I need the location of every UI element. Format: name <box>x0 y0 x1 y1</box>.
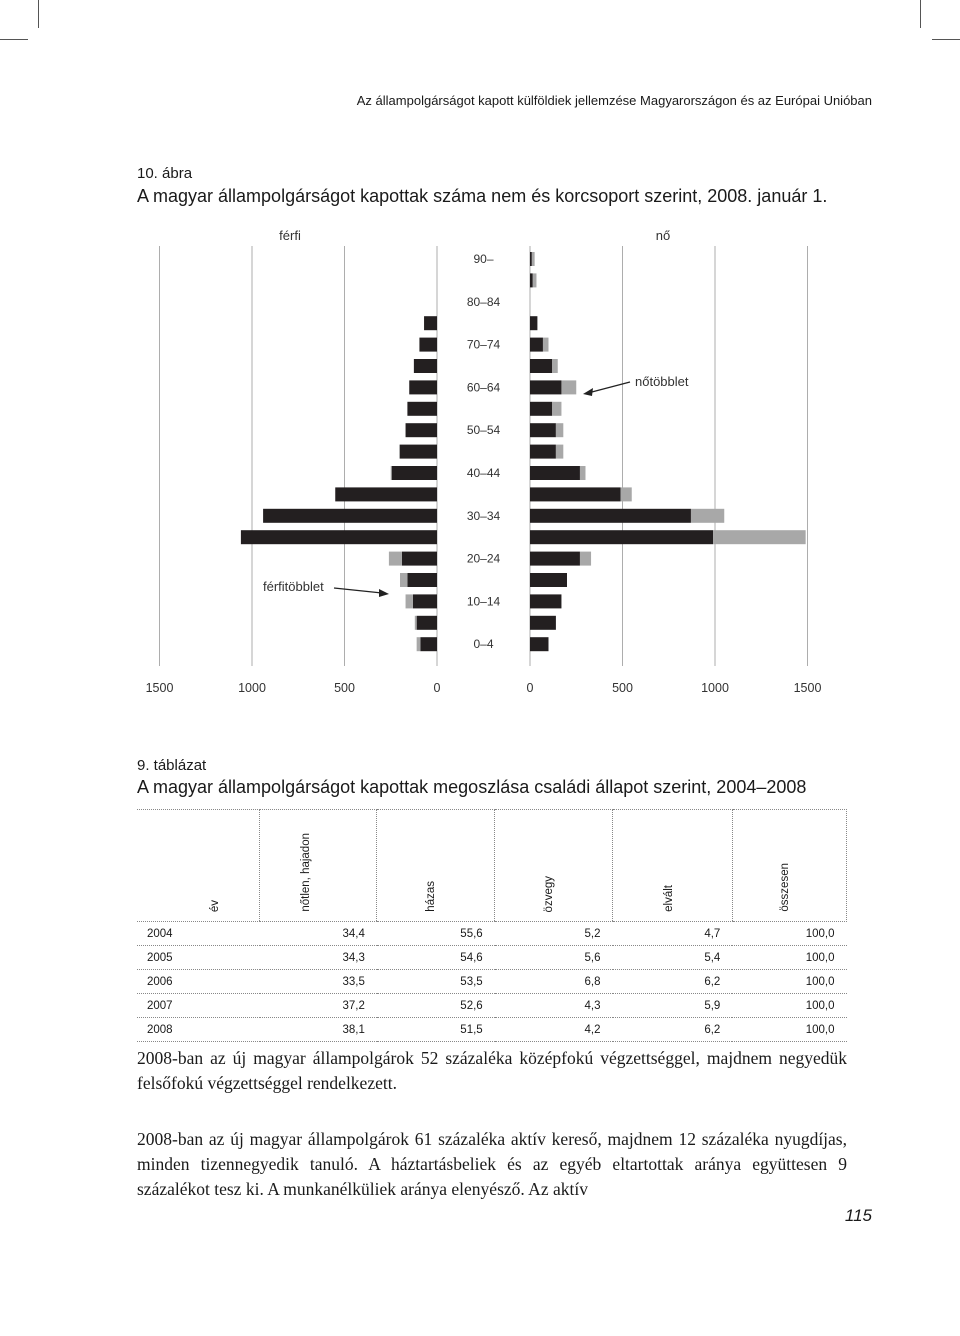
column-header-widowed: özvegy <box>495 810 613 922</box>
figure-title: A magyar állampolgárságot kapottak száma nem és korcsoport szerint, 2008. január 1. <box>137 186 828 206</box>
cell-value: 34,4 <box>260 922 377 946</box>
page-number: 115 <box>844 1206 872 1225</box>
bar-male <box>402 552 437 566</box>
age-label: 70–74 <box>466 337 501 352</box>
x-tick-label: 500 <box>612 681 633 695</box>
bar-female <box>530 552 580 566</box>
table-row <box>137 970 847 994</box>
body-paragraph: 2008-ban az új magyar állampolgárok 61 százaléka aktív kereső, majdnem 12 százaléka nyugdíjas, minden tizennegyedik tanuló. A háztartásbeliek és az egyéb eltartottak aránya együttesen 9 százalékot tesz ki. A munkanélküliek aránya elenyésző. Az aktív <box>137 1129 847 1199</box>
age-label: 20–24 <box>466 551 501 566</box>
arrowhead-icon <box>379 589 389 597</box>
column-header-single: nőtlen, hajadon <box>260 810 377 922</box>
cell-year: 2006 <box>137 970 260 994</box>
bar-female-surplus <box>556 445 563 459</box>
cell-value: 100,0 <box>732 922 846 946</box>
bar-male <box>420 637 437 651</box>
bar-male <box>409 380 437 394</box>
bar-male <box>419 338 437 352</box>
cell-value: 100,0 <box>732 970 846 994</box>
bar-male-surplus <box>417 637 421 651</box>
table-title: A magyar állampolgárságot kapottak megoszlása családi állapot szerint, 2004–2008 <box>137 777 807 797</box>
figure-number: 10. ábra <box>137 165 193 182</box>
x-tick-label: 500 <box>334 681 355 695</box>
bar-male <box>407 402 437 416</box>
cell-value: 5,4 <box>613 946 733 970</box>
bar-female <box>530 273 533 287</box>
age-label: 10–14 <box>466 594 501 609</box>
annotation-female-surplus-arrow <box>588 382 630 393</box>
bar-male <box>263 509 437 523</box>
bar-female-surplus <box>543 338 549 352</box>
bar-female-surplus <box>556 423 563 437</box>
cell-value: 5,9 <box>613 994 733 1018</box>
age-label: 0–4 <box>473 637 494 652</box>
table-header-row <box>137 810 847 922</box>
bar-female <box>530 530 713 544</box>
cell-value: 6,2 <box>613 1018 733 1042</box>
age-label: 50–54 <box>466 423 501 438</box>
running-header: Az állampolgárságot kapott külföldiek jellemzése Magyarországon és az Európai Unióban <box>356 93 872 108</box>
x-tick-label: 1500 <box>145 681 174 695</box>
right-side-label: nő <box>655 228 671 243</box>
cell-year: 2007 <box>137 994 260 1018</box>
bar-female-surplus <box>621 487 632 501</box>
bar-male-surplus <box>389 552 402 566</box>
bar-female <box>530 637 549 651</box>
bar-female-surplus <box>691 509 724 523</box>
age-label: 40–44 <box>466 466 501 480</box>
age-axis-labels <box>467 252 501 651</box>
bar-male <box>407 573 437 587</box>
table-row <box>137 994 847 1018</box>
cell-value: 38,1 <box>260 1018 377 1042</box>
arrowhead-icon <box>583 388 593 396</box>
annotation-male-surplus-arrow <box>334 588 382 593</box>
cell-value: 100,0 <box>732 994 846 1018</box>
column-header-year: év <box>137 810 260 922</box>
bar-male <box>406 423 437 437</box>
bar-female <box>530 616 556 630</box>
bar-male <box>400 445 437 459</box>
bar-male <box>414 359 437 373</box>
bar-male <box>392 466 437 480</box>
bar-female <box>530 573 567 587</box>
cell-value: 6,8 <box>495 970 613 994</box>
table-number: 9. táblázat <box>137 757 207 774</box>
age-label: 60–64 <box>466 380 501 395</box>
bar-female-surplus <box>533 273 537 287</box>
cell-value: 33,5 <box>260 970 377 994</box>
left-side-label: férfi <box>279 228 301 243</box>
bar-male <box>417 616 437 630</box>
bar-female <box>530 316 537 330</box>
body-paragraph: 2008-ban az új magyar állampolgárok 52 százaléka középfokú végzettséggel, majdnem negyedük felsőfokú végzettséggel rendelkezett. <box>137 1048 847 1093</box>
bar-female <box>530 402 552 416</box>
bar-female <box>530 359 552 373</box>
bar-male-surplus <box>399 445 400 459</box>
bar-female-surplus <box>580 466 586 480</box>
cell-value: 100,0 <box>732 1018 846 1042</box>
cell-value: 34,3 <box>260 946 377 970</box>
table-row <box>137 1018 847 1042</box>
bar-male-surplus <box>415 616 417 630</box>
bar-female-surplus <box>580 552 591 566</box>
column-header-married: házas <box>377 810 495 922</box>
x-tick-label: 1000 <box>701 681 729 695</box>
cell-year: 2004 <box>137 922 260 946</box>
bar-male <box>424 316 437 330</box>
x-tick-label: 0 <box>433 681 441 695</box>
column-header-divorced: elvált <box>613 810 733 922</box>
bar-female-surplus <box>713 530 806 544</box>
table-row <box>137 946 847 970</box>
cell-value: 100,0 <box>732 946 846 970</box>
x-tick-label: 1500 <box>793 681 822 695</box>
age-label: 90– <box>473 252 494 266</box>
cell-year: 2008 <box>137 1018 260 1042</box>
cell-value: 51,5 <box>377 1018 495 1042</box>
bar-female <box>530 423 556 437</box>
cell-value: 53,5 <box>377 970 495 994</box>
annotation-male-surplus: férfitöbblet <box>263 579 324 594</box>
cell-value: 55,6 <box>377 922 495 946</box>
bar-female <box>530 509 691 523</box>
bar-female <box>530 466 580 480</box>
bar-male-surplus <box>400 573 407 587</box>
cell-value: 5,2 <box>495 922 613 946</box>
cell-value: 4,2 <box>495 1018 613 1042</box>
chart-bars <box>241 252 806 651</box>
bar-female <box>530 487 621 501</box>
bar-female <box>530 445 556 459</box>
cell-value: 4,7 <box>613 922 733 946</box>
annotation-female-surplus: nőtöbblet <box>635 374 689 389</box>
column-header-total: összesen <box>732 810 846 922</box>
bar-male <box>335 487 437 501</box>
marital-status-table <box>137 809 847 1042</box>
bar-male-surplus <box>391 466 392 480</box>
cell-value: 54,6 <box>377 946 495 970</box>
bar-male <box>413 594 437 608</box>
cell-value: 4,3 <box>495 994 613 1018</box>
bar-female <box>530 380 561 394</box>
cell-value: 52,6 <box>377 994 495 1018</box>
cell-year: 2005 <box>137 946 260 970</box>
bar-male <box>241 530 437 544</box>
bar-female <box>530 252 532 266</box>
cell-value: 37,2 <box>260 994 377 1018</box>
age-label: 80–84 <box>466 294 501 309</box>
age-label: 30–34 <box>466 508 501 523</box>
bar-female <box>530 594 561 608</box>
bar-male-surplus <box>406 594 413 608</box>
cell-value: 6,2 <box>613 970 733 994</box>
table-row <box>137 922 847 946</box>
cell-value: 5,6 <box>495 946 613 970</box>
x-tick-label: 0 <box>526 681 534 695</box>
bar-female-surplus <box>552 359 558 373</box>
x-tick-label: 1000 <box>238 681 266 695</box>
bar-female-surplus <box>561 380 576 394</box>
bar-female-surplus <box>532 252 535 266</box>
bar-female <box>530 338 543 352</box>
bar-female-surplus <box>552 402 561 416</box>
x-axis-tick-labels <box>146 681 822 695</box>
